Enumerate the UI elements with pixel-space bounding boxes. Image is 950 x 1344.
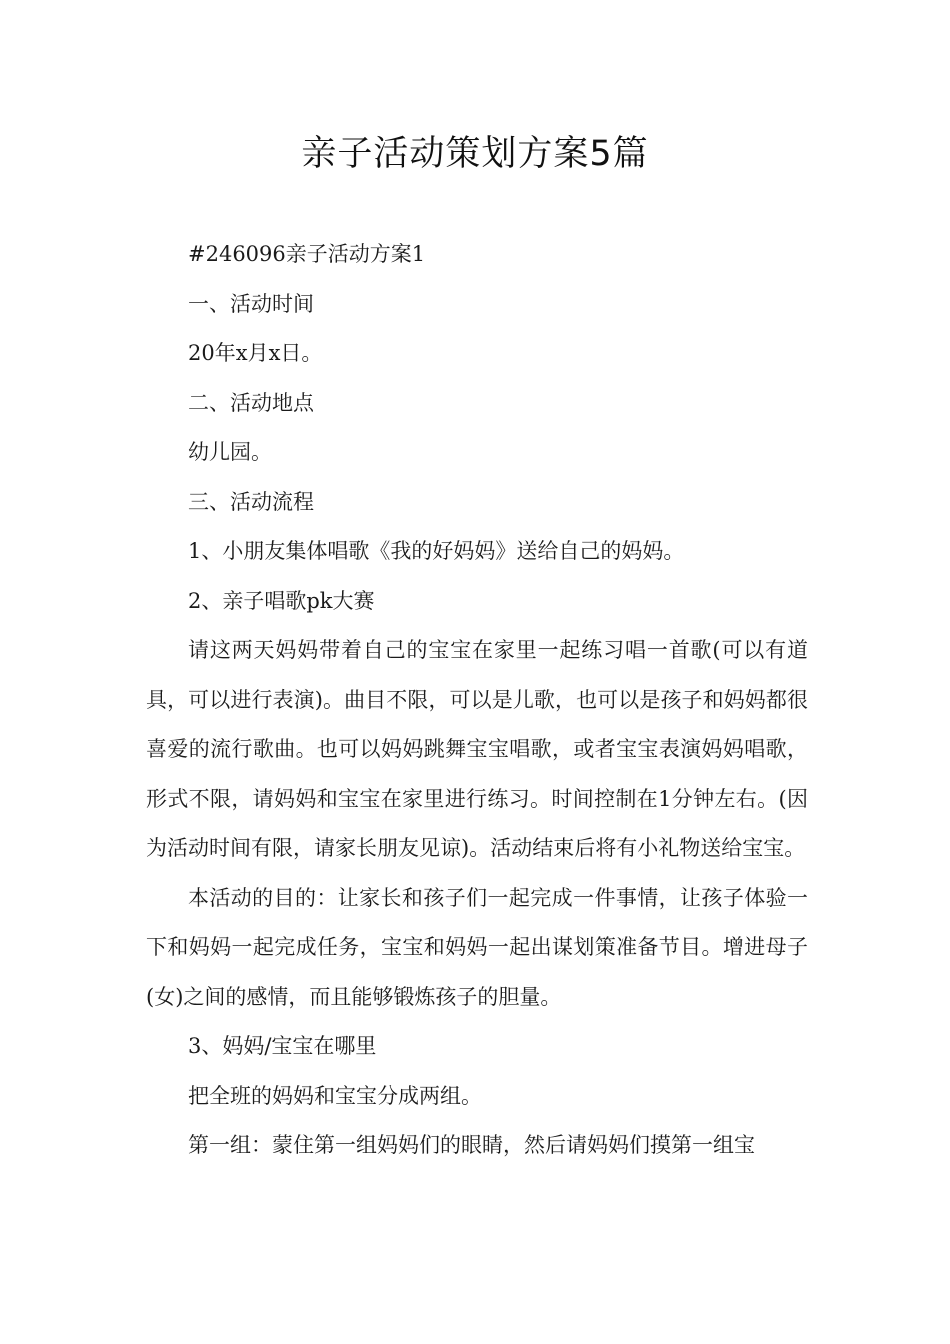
paragraph-step-2: 2、亲子唱歌pk大赛 — [188, 588, 375, 613]
paragraph-section-location: 二、活动地点 — [188, 390, 314, 415]
document-body — [146, 230, 808, 1171]
paragraph-step-3-grouping: 把全班的妈妈和宝宝分成两组。 — [188, 1083, 482, 1108]
paragraph-plan-heading: #246096亲子活动方案1 — [188, 242, 426, 266]
paragraph-step-3-group-one: 第一组：蒙住第一组妈妈们的眼睛，然后请妈妈们摸第一组宝 — [188, 1133, 755, 1157]
paragraph-section-process: 三、活动流程 — [188, 489, 314, 514]
paragraph-step-2-detail: 请这两天妈妈带着自己的宝宝在家里一起练习唱一首歌(可以有道具，可以进行表演)。曲目不限，可以是儿歌，也可以是孩子和妈妈都很喜爱的流行歌曲。也可以妈妈跳舞宝宝唱歌，或者宝宝表演妈妈唱歌，形式不限，请妈妈和宝宝在家里进行练习。时间控制在1分钟左右。(因为活动时间有限，请家长朋友见谅)。活动结束后将有小礼物送给宝宝。 — [146, 638, 808, 860]
paragraph-time-value: 20年x月x日。 — [188, 341, 323, 365]
document-title: 亲子活动策划方案5篇 — [301, 134, 649, 174]
paragraph-step-1: 1、小朋友集体唱歌《我的好妈妈》送给自己的妈妈。 — [188, 539, 685, 563]
paragraph-step-3: 3、妈妈/宝宝在哪里 — [188, 1034, 377, 1058]
paragraph-purpose: 本活动的目的：让家长和孩子们一起完成一件事情，让孩子体验一下和妈妈一起完成任务，宝宝和妈妈一起出谋划策准备节目。增进母子(女)之间的感情，而且能够锻炼孩子的胆量。 — [146, 885, 808, 1009]
paragraph-section-time: 一、活动时间 — [188, 291, 314, 316]
paragraph-location-value: 幼儿园。 — [188, 440, 272, 464]
